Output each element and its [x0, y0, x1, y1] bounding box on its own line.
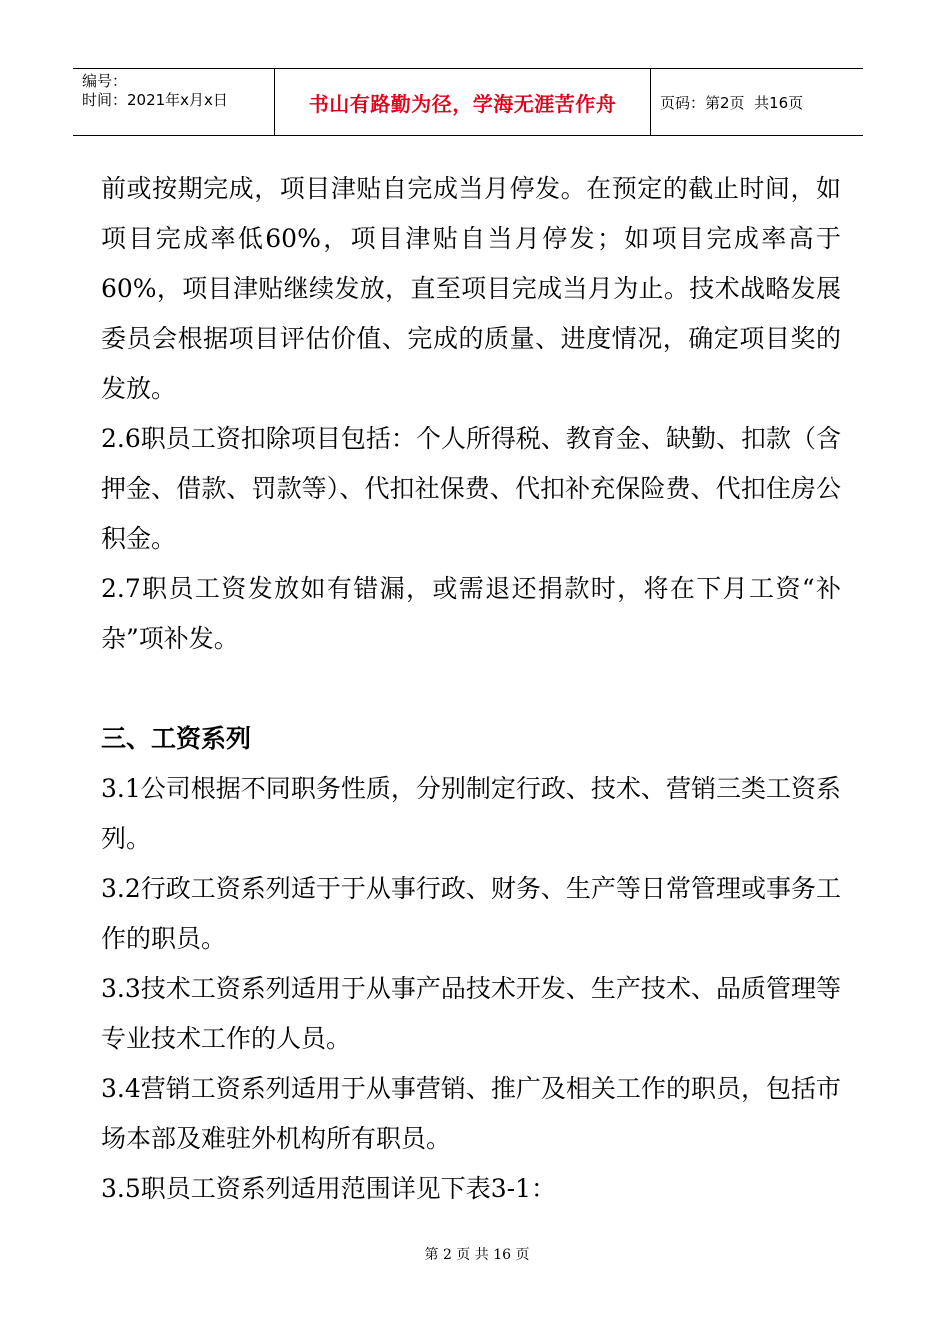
header-meta-cell: [73, 69, 275, 135]
paragraph: 3.4营销工资系列适用于从事营销、推广及相关工作的职员，包括市场本部及难驻外机构所有职员。: [101, 1074, 841, 1153]
header-page-cell: [651, 69, 863, 135]
paragraph: 前或按期完成，项目津贴自完成当月停发。在预定的截止时间，如项目完成率低60%，项目津贴自当月停发；如项目完成率高于60%，项目津贴继续发放，直至项目完成当月为止。技术战略发展委员会根据项目评估价值、完成的质量、进度情况，确定项目奖的发放。: [101, 174, 841, 403]
page-footer: [0, 1245, 950, 1265]
motto-text: 书山有路勤为径，学海无涯苦作舟: [308, 91, 617, 116]
page-header: [73, 68, 863, 136]
paragraph: 3.1公司根据不同职务性质，分别制定行政、技术、营销三类工资系列。: [101, 774, 841, 853]
document-body: [101, 164, 841, 1214]
paragraph: 3.3技术工资系列适用于从事产品技术开发、生产技术、品质管理等专业技术工作的人员。: [101, 974, 841, 1053]
footer-page-number: 第 2 页 共 16 页: [424, 1247, 530, 1263]
section-heading: 三、工资系列: [101, 724, 252, 753]
date-label: 时间：2021年x月x日: [82, 91, 228, 109]
page-number-label: 页码：第2页 共16页: [660, 93, 804, 112]
paragraph: 2.6职员工资扣除项目包括：个人所得税、教育金、缺勤、扣款（含押金、借款、罚款等）、代扣社保费、代扣补充保险费、代扣住房公积金。: [101, 424, 841, 553]
paragraph: 3.5职员工资系列适用范围详见下表3-1：: [101, 1174, 557, 1203]
serial-number-label: 编号：: [82, 72, 128, 90]
paragraph: 2.7职员工资发放如有错漏，或需退还捐款时，将在下月工资“补杂”项补发。: [101, 574, 841, 653]
paragraph: 3.2行政工资系列适于于从事行政、财务、生产等日常管理或事务工作的职员。: [101, 874, 841, 953]
blank-line: [101, 664, 841, 714]
header-motto-cell: [275, 69, 651, 135]
